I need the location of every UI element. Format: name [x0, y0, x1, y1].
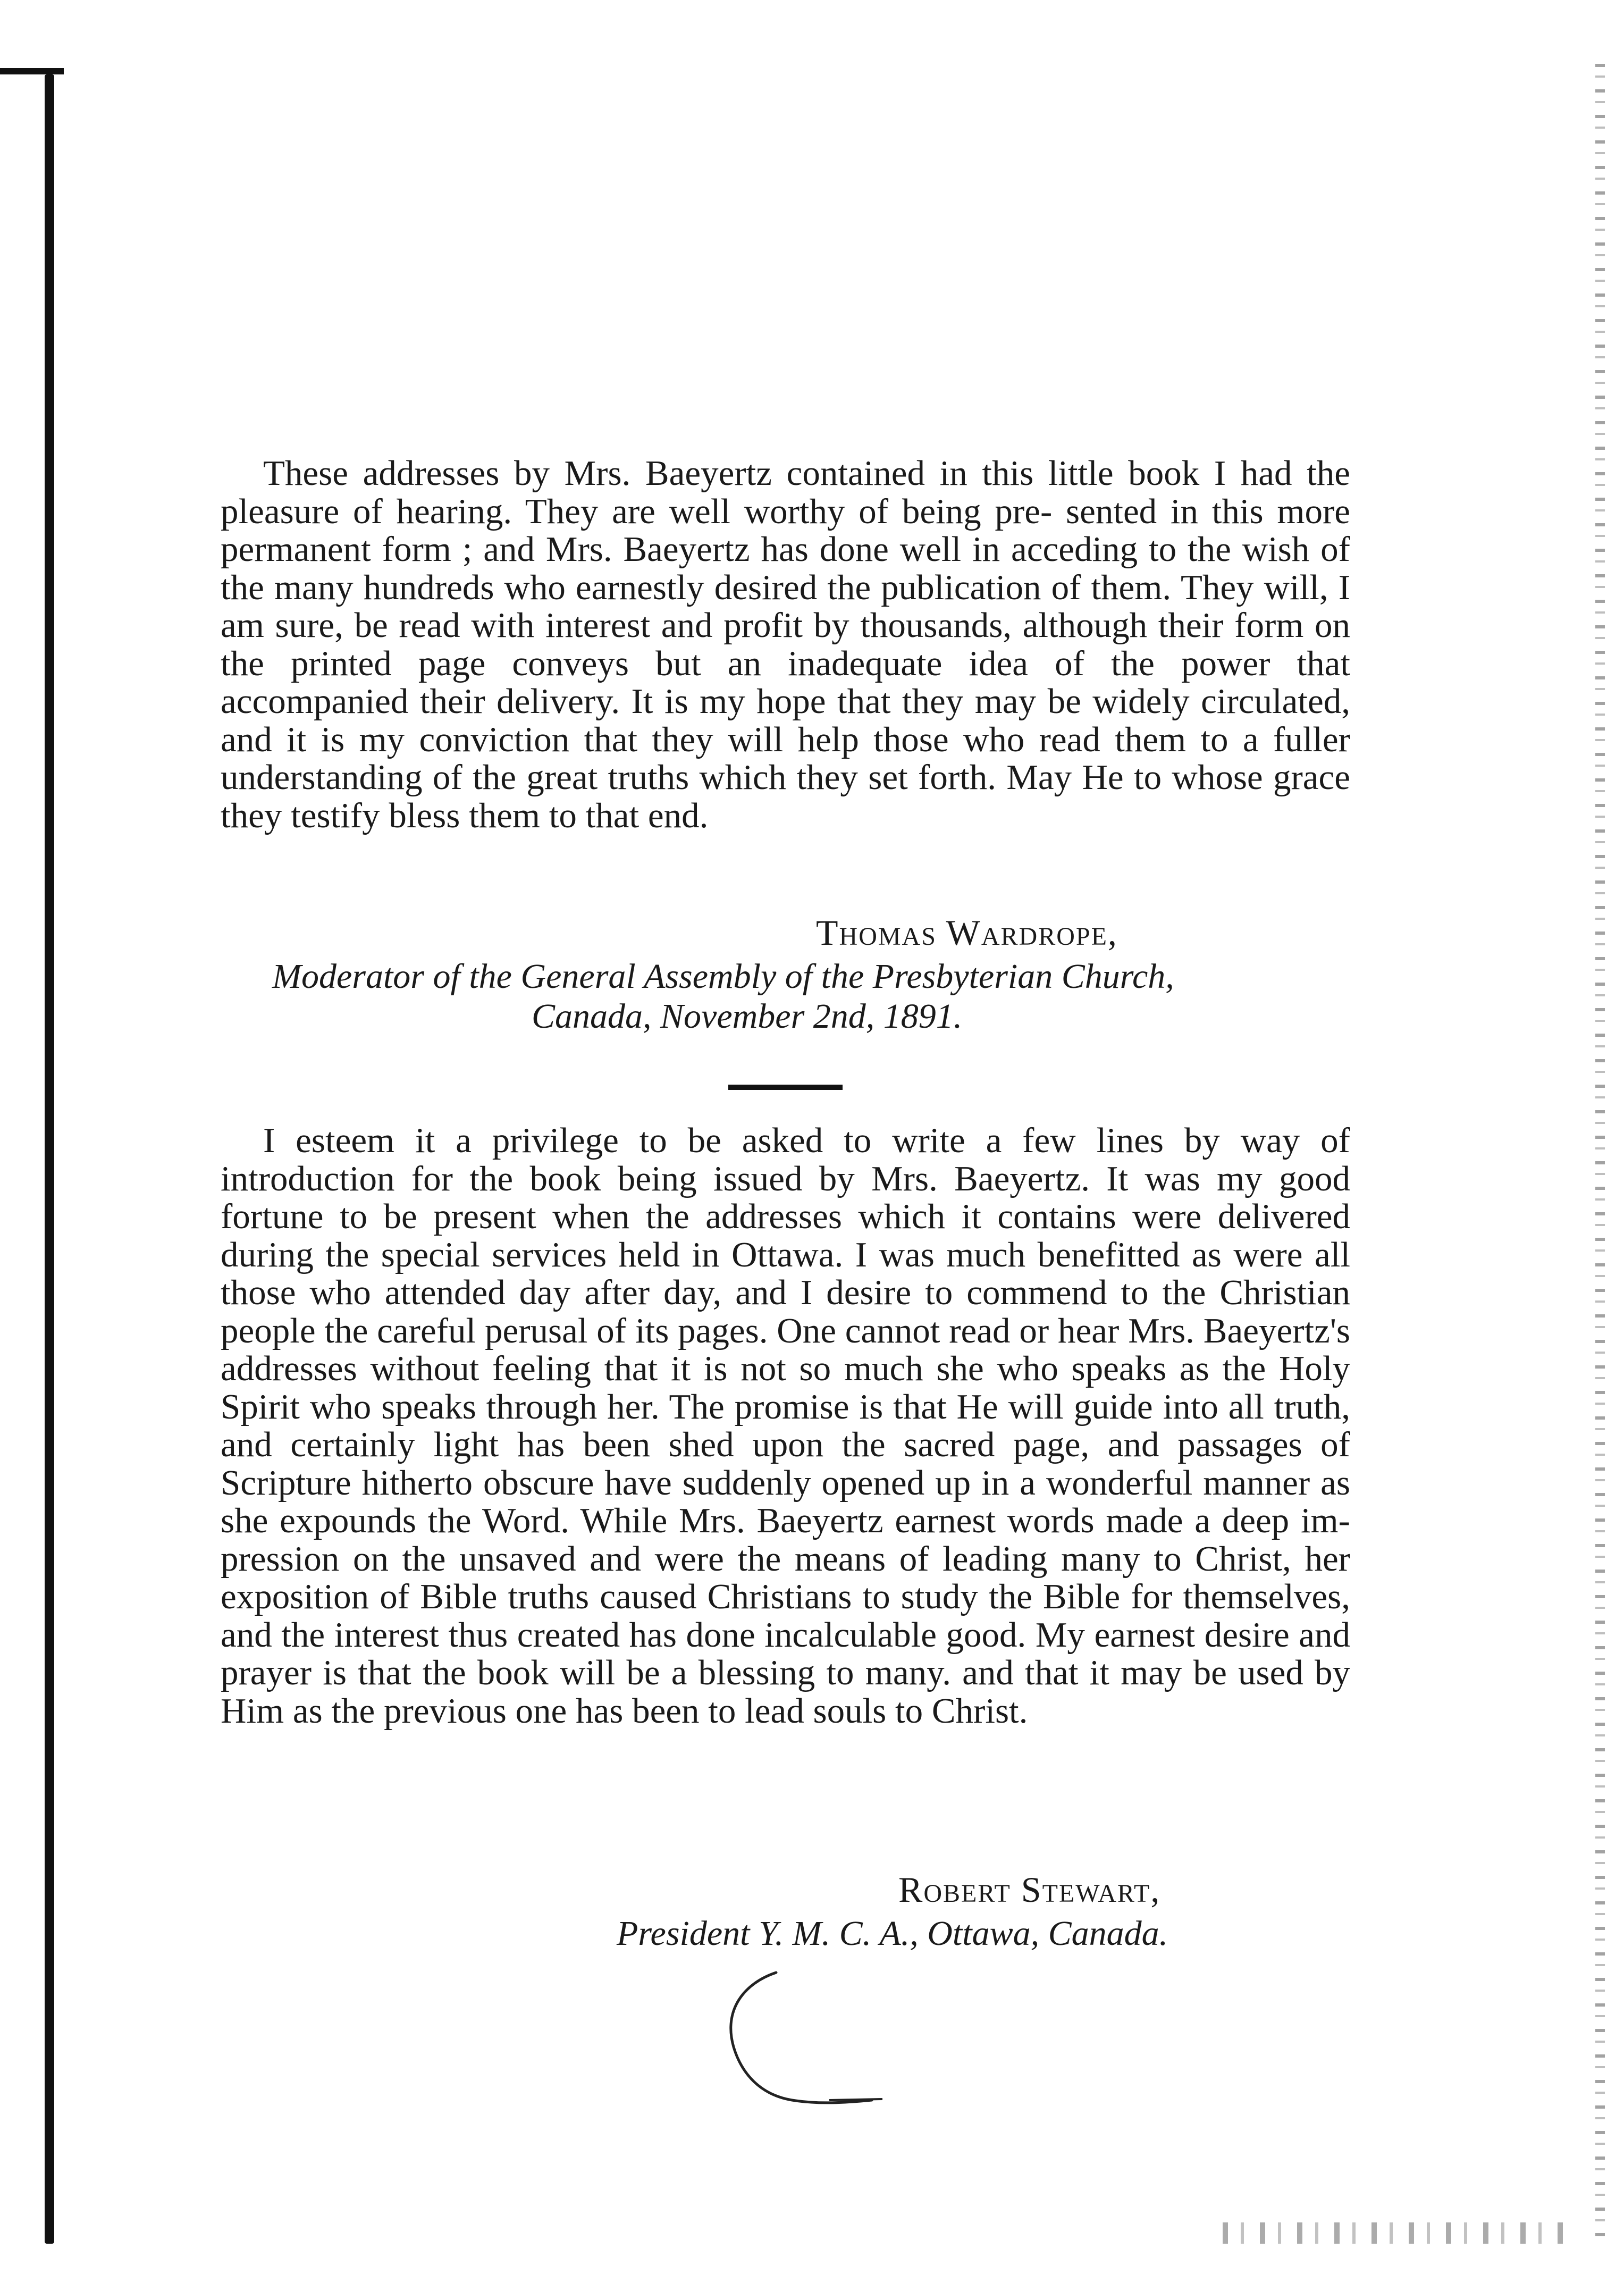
signer-wardrope: Thomas Wardrope, [816, 912, 1118, 953]
testimonial-wardrope-text: These addresses by Mrs. Baeyertz contained in this little book I had the pleasure of hearing. They are well worthy of being pre- sented in this more permanent form ; and Mrs. Baeyertz has done well in acceding to the wish of the many hundreds who earnestly desired the publication of them. They will, I am sure, be read with interest and profit by thousands, although their form on the printed page conveys but an inadequate idea of the power that accompanied their delivery. It is my hope that they may be widely circulated, and it is my conviction that they will help those who read them to a fuller understanding of the great truths which they set forth. May He to whose grace they testify bless them to that end. [221, 454, 1350, 835]
scan-right-edge [1595, 64, 1605, 2244]
testimonial-stewart-text: I esteem it a privilege to be asked to write a few lines by way of introduction for the book being issued by Mrs. Baeyertz. It was my good fortune to be present when the addresses which it contains were delivered during the special services held in Ottawa. I was much benefitted as were all those who attended day after day, and I desire to commend to the Christian people the careful perusal of its pages. One cannot read or hear Mrs. Baeyertz's addresses without feeling that it is not so much she who speaks as the Holy Spirit who speaks through her. The promise is that He will guide into all truth, and certainly light has been shed upon the sacred page, and passages of Scripture hitherto obscure have suddenly opened up in a wonderful manner as she expounds the Word. While Mrs. Baeyertz earnest words made a deep im- pression on the unsaved and were the means of leading many to Christ, her exposition of Bible truths caused Christians to study the Bible for themselves, and the interest thus created has done incalculable good. My earnest desire and prayer is that the book will be a blessing to many. and that it may be used by Him as the previous one has been to lead souls to Christ. [221, 1121, 1350, 1731]
testimonial-wardrope [221, 455, 1350, 835]
signer-stewart: Robert Stewart, [898, 1869, 1161, 1910]
pen-flourish [712, 1967, 925, 2116]
section-separator [728, 1085, 843, 1090]
signer-wardrope-title-line-2: Canada, November 2nd, 1891. [532, 997, 963, 1036]
testimonial-stewart [221, 1122, 1350, 1730]
signer-wardrope-title-line-1: Moderator of the General Assembly of the Presbyterian Church, [272, 957, 1174, 996]
scan-top-rule [0, 68, 64, 74]
signer-stewart-title: President Y. M. C. A., Ottawa, Canada. [617, 1914, 1168, 1953]
scan-bottom-noise [1223, 2222, 1563, 2244]
scan-left-edge [45, 74, 54, 2244]
